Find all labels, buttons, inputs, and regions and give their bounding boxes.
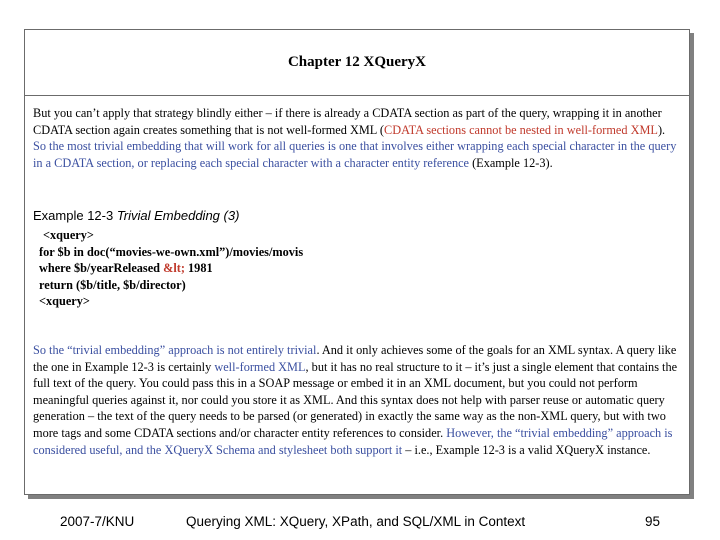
code-lt-entity: &lt; [163, 261, 185, 275]
p2-seg-4: However, the “trivial embedding” approach is considered useful, and the XQueryX Schema and stylesheet both support it [33, 425, 673, 457]
footer-page-number: 95 [645, 514, 661, 529]
code-line-3-text: where $b/yearReleased [39, 261, 164, 275]
p2-seg-3: , but it has no real structure to it – it’s just a single element that contains the full text of the query. You could pass this in a SOAP message or embed it in an XML document, but you could not perform meaningful queries against it, nor could you store it as XML. And this syntax does not help with parser reuse or automatic query generation – the text of the query needs to be parsed (or generated) in exactly the same way as the non-XML query, but with two more tags and some CDATA sections and/or character entity references to consider. [33, 359, 678, 440]
title-area [25, 30, 689, 96]
example-label: Example 12-3 [33, 208, 117, 223]
p1-seg-2: ). [657, 122, 666, 137]
code-line-3-tail: 1981 [184, 261, 213, 275]
slide-title: Chapter 12 XQueryX [287, 54, 427, 70]
p1-seg-3: So the most trivial embedding that will work for all queries is one that involves either wrapping each special character in the query in a CDATA section, or replacing each special character with a character entity reference [33, 139, 677, 170]
p1-seg-0: But you can’t apply that strategy blindly either – if there is already a CDATA section as part of the query, wrapping it in another CDATA section again creates something that is not well-formed XML ( [33, 106, 662, 137]
p2-seg-5: – i.e., Example 12-3 is a valid XQueryX instance. [402, 442, 651, 457]
p1-seg-4: (Example 12-3). [469, 155, 553, 170]
footer-date: 2007-7/KNU [60, 514, 135, 529]
code-block [39, 227, 303, 310]
example-heading [33, 208, 239, 223]
p1-seg-1: CDATA sections cannot be nested in well-formed XML [384, 122, 658, 137]
code-line: <xquery> [39, 294, 90, 308]
example-title: Trivial Embedding (3) [116, 208, 240, 223]
paragraph-1 [33, 105, 678, 171]
code-line: return ($b/title, $b/director) [39, 277, 186, 292]
paragraph-2 [33, 342, 678, 458]
code-line: for $b in doc(“movies-we-own.xml”)/movies/movis [39, 244, 304, 259]
code-line [39, 260, 303, 277]
p2-seg-2: well-formed XML [214, 359, 306, 374]
p2-seg-0: So the “trivial embedding” approach is not entirely trivial [33, 343, 317, 357]
p2-seg-1: . And it only achieves some of the goals for an XML syntax. A query like the one in Example 12-3 is certainly [33, 343, 677, 374]
code-line: <xquery> [43, 228, 94, 242]
footer-course-title: Querying XML: XQuery, XPath, and SQL/XML in Context [186, 514, 526, 529]
slide-frame [24, 29, 690, 495]
